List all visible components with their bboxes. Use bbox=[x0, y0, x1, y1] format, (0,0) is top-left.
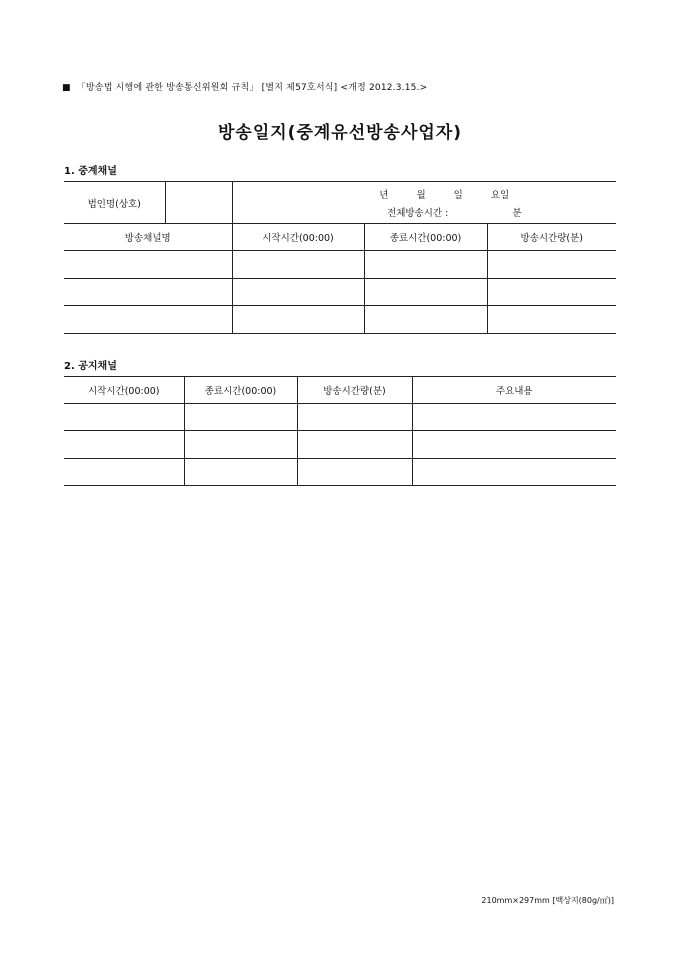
start-time-cell[interactable] bbox=[232, 306, 364, 334]
notice-channel-table bbox=[64, 376, 616, 486]
table-row bbox=[64, 251, 616, 279]
corp-row bbox=[64, 182, 616, 224]
table-row bbox=[64, 431, 616, 459]
table-row bbox=[64, 404, 616, 431]
start-time-cell[interactable] bbox=[64, 404, 184, 431]
weekday-label: 요일 bbox=[490, 189, 510, 201]
channel-name-cell[interactable] bbox=[64, 279, 232, 306]
duration-cell[interactable] bbox=[487, 306, 616, 334]
col-duration: 방송시간량(분) bbox=[487, 224, 616, 251]
regulation-header bbox=[62, 80, 427, 93]
end-time-cell[interactable] bbox=[364, 279, 487, 306]
col-main-content: 주요내용 bbox=[412, 377, 616, 404]
channel-name-cell[interactable] bbox=[64, 251, 232, 279]
corp-name-field[interactable] bbox=[165, 182, 232, 224]
relay-header-row bbox=[64, 224, 616, 251]
end-time-cell[interactable] bbox=[184, 431, 297, 459]
col-channel-name: 방송채널명 bbox=[64, 224, 232, 251]
end-time-cell[interactable] bbox=[364, 306, 487, 334]
year-label: 년 bbox=[379, 189, 389, 201]
paper-spec-footer: 210mm×297mm [백상지(80g/㎡)] bbox=[481, 896, 614, 905]
table-row bbox=[64, 306, 616, 334]
col-start-time: 시작시간(00:00) bbox=[232, 224, 364, 251]
table-row bbox=[64, 279, 616, 306]
total-time-label: 전체방송시간 : bbox=[387, 207, 449, 219]
col-end-time: 종료시간(00:00) bbox=[184, 377, 297, 404]
day-label: 일 bbox=[453, 189, 463, 201]
content-cell[interactable] bbox=[412, 459, 616, 486]
total-time-line bbox=[233, 205, 617, 219]
content-cell[interactable] bbox=[412, 404, 616, 431]
col-duration: 방송시간량(분) bbox=[297, 377, 412, 404]
notice-header-row bbox=[64, 377, 616, 404]
duration-cell[interactable] bbox=[297, 459, 412, 486]
duration-cell[interactable] bbox=[487, 251, 616, 279]
section2-heading: 2. 공지채널 bbox=[64, 361, 117, 372]
end-time-cell[interactable] bbox=[184, 404, 297, 431]
regulation-text: 「방송법 시행에 관한 방송통신위원회 규칙」 [별지 제57호서식] <개정 2012.3.15.> bbox=[76, 83, 428, 93]
total-time-unit: 분 bbox=[512, 207, 522, 219]
duration-cell[interactable] bbox=[297, 404, 412, 431]
channel-name-cell[interactable] bbox=[64, 306, 232, 334]
relay-channel-table bbox=[64, 181, 616, 334]
duration-cell[interactable] bbox=[297, 431, 412, 459]
square-bullet-icon: ■ bbox=[62, 83, 71, 93]
month-label: 월 bbox=[416, 189, 426, 201]
corp-label: 법인명(상호) bbox=[64, 182, 165, 224]
col-end-time: 종료시간(00:00) bbox=[364, 224, 487, 251]
end-time-cell[interactable] bbox=[184, 459, 297, 486]
start-time-cell[interactable] bbox=[232, 279, 364, 306]
table-row bbox=[64, 459, 616, 486]
col-start-time: 시작시간(00:00) bbox=[64, 377, 184, 404]
start-time-cell[interactable] bbox=[64, 459, 184, 486]
end-time-cell[interactable] bbox=[364, 251, 487, 279]
date-cell[interactable] bbox=[232, 182, 616, 224]
start-time-cell[interactable] bbox=[64, 431, 184, 459]
start-time-cell[interactable] bbox=[232, 251, 364, 279]
content-cell[interactable] bbox=[412, 431, 616, 459]
form-title: 방송일지(중계유선방송사업자) bbox=[217, 123, 463, 143]
date-line bbox=[233, 187, 617, 201]
section1-heading: 1. 중계채널 bbox=[64, 166, 117, 177]
duration-cell[interactable] bbox=[487, 279, 616, 306]
